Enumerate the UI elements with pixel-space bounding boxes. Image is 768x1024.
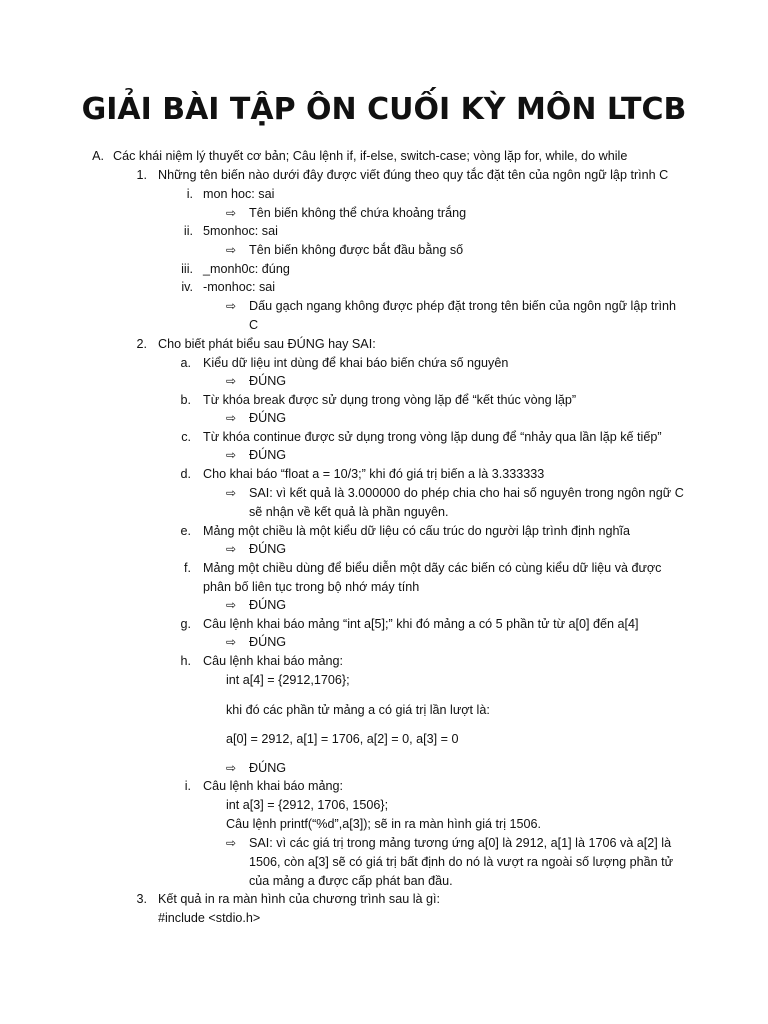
q2-item-marker: c. <box>181 430 191 444</box>
arrow-icon: ⇨ <box>226 635 237 649</box>
q2-text: Cho biết phát biểu sau ĐÚNG hay SAI: <box>158 337 376 351</box>
q1-item-marker: i. <box>186 187 193 201</box>
q1-item-answer: Tên biến không được bắt đầu bằng số <box>249 243 464 257</box>
q2-item-answer: sẽ nhận về kết quả là phần nguyên. <box>249 505 449 519</box>
q2-item-answer: ĐÚNG <box>249 635 287 649</box>
q2-item-marker: e. <box>180 524 191 538</box>
section-a-heading: Các khái niệm lý thuyết cơ bản; Câu lệnh if, if-else, switch-case; vòng lặp for, while, do while <box>113 149 628 163</box>
q2-item-text: Mảng một chiều dùng để biểu diễn một dãy các biến có cùng kiểu dữ liệu và được <box>203 561 662 575</box>
body-line: a[0] = 2912, a[1] = 1706, a[2] = 0, a[3] = 0 <box>226 732 459 746</box>
body-line: khi đó các phần tử mảng a có giá trị lần lượt là: <box>226 703 490 717</box>
q3-marker: 3. <box>136 892 147 906</box>
q1-item-answer: Tên biến không thể chứa khoảng trắng <box>249 206 467 220</box>
arrow-icon: ⇨ <box>226 448 237 462</box>
q2-item-answer: ĐÚNG <box>249 598 287 612</box>
q1-item-text: mon hoc: sai <box>203 187 275 201</box>
q2-item-text: Từ khóa continue được sử dụng trong vòng lặp dung để “nhảy qua lần lặp kế tiếp” <box>203 430 662 444</box>
arrow-icon: ⇨ <box>226 598 237 612</box>
q2-item-text: Mảng một chiều là một kiểu dữ liệu có cấu trúc do người lập trình định nghĩa <box>203 524 630 538</box>
q2-item-answer: SAI: vì các giá trị trong mảng tương ứng a[0] là 2912, a[1] là 1706 và a[2] là <box>249 836 672 850</box>
code-line: int a[4] = {2912,1706}; <box>226 673 350 687</box>
arrow-icon: ⇨ <box>226 206 237 220</box>
arrow-icon: ⇨ <box>226 374 237 388</box>
q2-item-answer: ĐÚNG <box>249 542 287 556</box>
q1-item-marker: ii. <box>183 224 193 238</box>
q2-item-text: Câu lệnh khai báo mảng: <box>203 654 344 668</box>
q2-item-marker: b. <box>180 393 191 407</box>
q2-item-answer: SAI: vì kết quả là 3.000000 do phép chia cho hai số nguyên trong ngôn ngữ C <box>249 486 684 500</box>
q2-item-text: phân bố liên tục trong bộ nhớ máy tính <box>203 580 420 594</box>
body-line: Câu lệnh printf(“%d”,a[3]); sẽ in ra màn hình giá trị 1506. <box>226 817 542 831</box>
arrow-icon: ⇨ <box>226 243 237 257</box>
arrow-icon: ⇨ <box>226 411 237 425</box>
q2-item-text: Cho khai báo “float a = 10/3;” khi đó giá trị biến a là 3.333333 <box>203 467 545 481</box>
code-line: int a[3] = {2912, 1706, 1506}; <box>226 798 389 812</box>
q2-item-answer: ĐÚNG <box>249 761 287 775</box>
q2-item-answer: của mảng a được cấp phát ban đầu. <box>249 874 453 888</box>
q1-item-answer: Dấu gạch ngang không được phép đặt trong tên biến của ngôn ngữ lập trình <box>249 299 677 313</box>
arrow-icon: ⇨ <box>226 486 237 500</box>
q1-marker: 1. <box>136 168 147 182</box>
q2-item-marker: d. <box>180 467 191 481</box>
arrow-icon: ⇨ <box>226 836 237 850</box>
q1-item-answer: C <box>249 318 259 332</box>
q2-item-marker: g. <box>180 617 191 631</box>
q2-item-marker: a. <box>180 356 191 370</box>
q3-text: Kết quả in ra màn hình của chương trình sau là gì: <box>158 892 441 906</box>
q2-item-answer: 1506, còn a[3] sẽ có giá trị bất định do nó là vượt ra ngoài số lượng phần tử <box>249 855 674 869</box>
q1-item-text: 5monhoc: sai <box>203 224 278 238</box>
arrow-icon: ⇨ <box>226 761 237 775</box>
arrow-icon: ⇨ <box>226 299 237 313</box>
q2-item-marker: h. <box>180 654 191 668</box>
code-line: #include <stdio.h> <box>158 911 261 925</box>
q2-item-marker: f. <box>184 561 191 575</box>
section-a-marker: A. <box>92 149 104 163</box>
q1-item-text: -monhoc: sai <box>203 280 276 294</box>
arrow-icon: ⇨ <box>226 542 237 556</box>
q1-item-marker: iii. <box>181 262 193 276</box>
q2-item-answer: ĐÚNG <box>249 448 287 462</box>
q1-text: Những tên biến nào dưới đây được viết đúng theo quy tắc đặt tên của ngôn ngữ lập trình C <box>158 168 669 182</box>
q1-item-marker: iv. <box>181 280 193 294</box>
q2-item-text: Từ khóa break được sử dụng trong vòng lặp để “kết thúc vòng lặp” <box>203 393 577 407</box>
q2-marker: 2. <box>136 337 147 351</box>
q2-item-marker: i. <box>184 779 191 793</box>
q2-item-answer: ĐÚNG <box>249 411 287 425</box>
q2-item-text: Câu lệnh khai báo mảng: <box>203 779 344 793</box>
q1-item-text: _monh0c: đúng <box>203 262 290 276</box>
q2-item-text: Kiểu dữ liệu int dùng để khai báo biến chứa số nguyên <box>203 356 509 370</box>
document-title: GIẢI BÀI TẬP ÔN CUỐI KỲ MÔN LTCB <box>81 92 687 127</box>
q2-item-answer: ĐÚNG <box>249 374 287 388</box>
q2-item-text: Câu lệnh khai báo mảng “int a[5];” khi đó mảng a có 5 phần tử từ a[0] đến a[4] <box>203 617 639 631</box>
